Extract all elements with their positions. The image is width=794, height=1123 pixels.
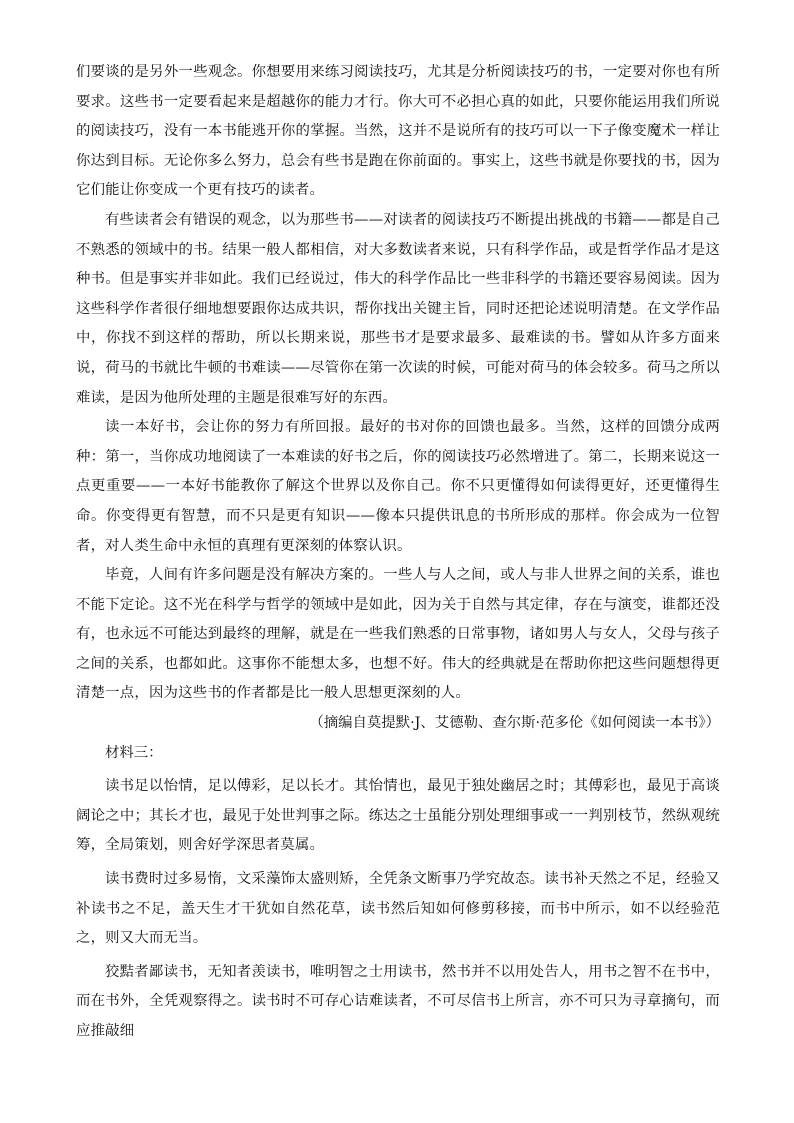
paragraph-misconception: 有些读者会有错误的观念，以为那些书——对读者的阅读技巧不断提出挑战的书籍——都是自己不熟悉的领域中的书。结果一般人都相信，对大多数读者来说，只有科学作品，或是哲学作品才是这种书。但是事实并非如此。我们已经说过，伟大的科学作品比一些非科学的书籍还要容易阅读。因为这些科学作者很仔细地想要跟你达成共识，帮你找出关键主旨，同时还把论述说明清楚。在文学作品中，你找不到这样的帮助，所以长期来说，那些书才是要求最多、最难读的书。譬如从许多方面来说，荷马的书就比牛顿的书难读——尽管你在第一次读的时候，可能对荷马的体会较多。荷马之所以难读，是因为他所处理的主题是很难写好的东西。 [76,211,720,406]
paragraph-reading-wisdom: 狡黠者鄙读书，无知者羡读书，唯明智之士用读书，然书并不以用处告人，用书之智不在书中，而在书外，全凭观察得之。读书时不可存心诘难读者，不可尽信书上所言，亦不可只为寻章摘句，而应推敲细 [76,963,720,1039]
material-three-label: 材料三： [105,744,163,761]
paragraph-reading-limits: 读书费时过多易惰，文采藻饰太盛则矫，全凭条文断事乃学究故态。读书补天然之不足，经验又补读书之不足，盖天生才干犹如自然花草，读书然后知如何修剪移接，而书中所示，如不以经验范之，则又大而无当。 [76,871,720,947]
paragraph-reading-benefits: 读书足以怡情，足以傅彩，足以长才。其怡情也，最见于独处幽居之时；其傅彩也，最见于高谈阔论之中；其长才也，最见于处世判事之际。练达之士虽能分别处理细事或一一判别枝节，然纵观统筹，全局策划，则舍好学深思者莫属。 [76,778,720,854]
source-citation: （摘编自莫提默·J、艾德勒、查尔斯·范多伦《如何阅读一本书》） [309,715,720,732]
paragraph-continued: 们要谈的是另外一些观念。你想要用来练习阅读技巧，尤其是分析阅读技巧的书，一定要对你也有所要求。这些书一定要看起来是超越你的能力才行。你大可不必担心真的如此，只要你能运用我们所说的阅读技巧，没有一本书能逃开你的掌握。当然，这并不是说所有的技巧可以一下子像变魔术一样让你达到目标。无论你多么努力，总会有些书是跑在你前面的。事实上，这些书就是你要找的书，因为它们能让你变成一个更有技巧的读者。 [76,64,720,199]
document-page [76,58,720,1047]
paragraph-rewards: 读一本好书，会让你的努力有所回报。最好的书对你的回馈也最多。当然，这样的回馈分成两种：第一，当你成功地阅读了一本难读的好书之后，你的阅读技巧必然增进了。第二，长期来说这一点更重要——一本好书能教你了解这个世界以及你自己。你不只更懂得如何读得更好，还更懂得生命。你变得更有智慧，而不只是更有知识——像本只提供讯息的书所形成的那样。你会成为一位智者，对人类生命中永恒的真理有更深刻的体察认识。 [76,419,720,554]
paragraph-unsolved-problems: 毕竟，人间有许多问题是没有解决方案的。一些人与人之间，或人与非人世界之间的关系，谁也不能下定论。这不光在科学与哲学的领域中是如此，因为关于自然与其定律，存在与演变，谁都还没有，也永远不可能达到最终的理解，就是在一些我们熟悉的日常事物，诸如男人与女人，父母与孩子之间的关系，也都如此。这事你不能想太多，也想不好。伟大的经典就是在帮助你把这些问题想得更清楚一点，因为这些书的作者都是比一般人思想更深刻的人。 [76,567,720,702]
